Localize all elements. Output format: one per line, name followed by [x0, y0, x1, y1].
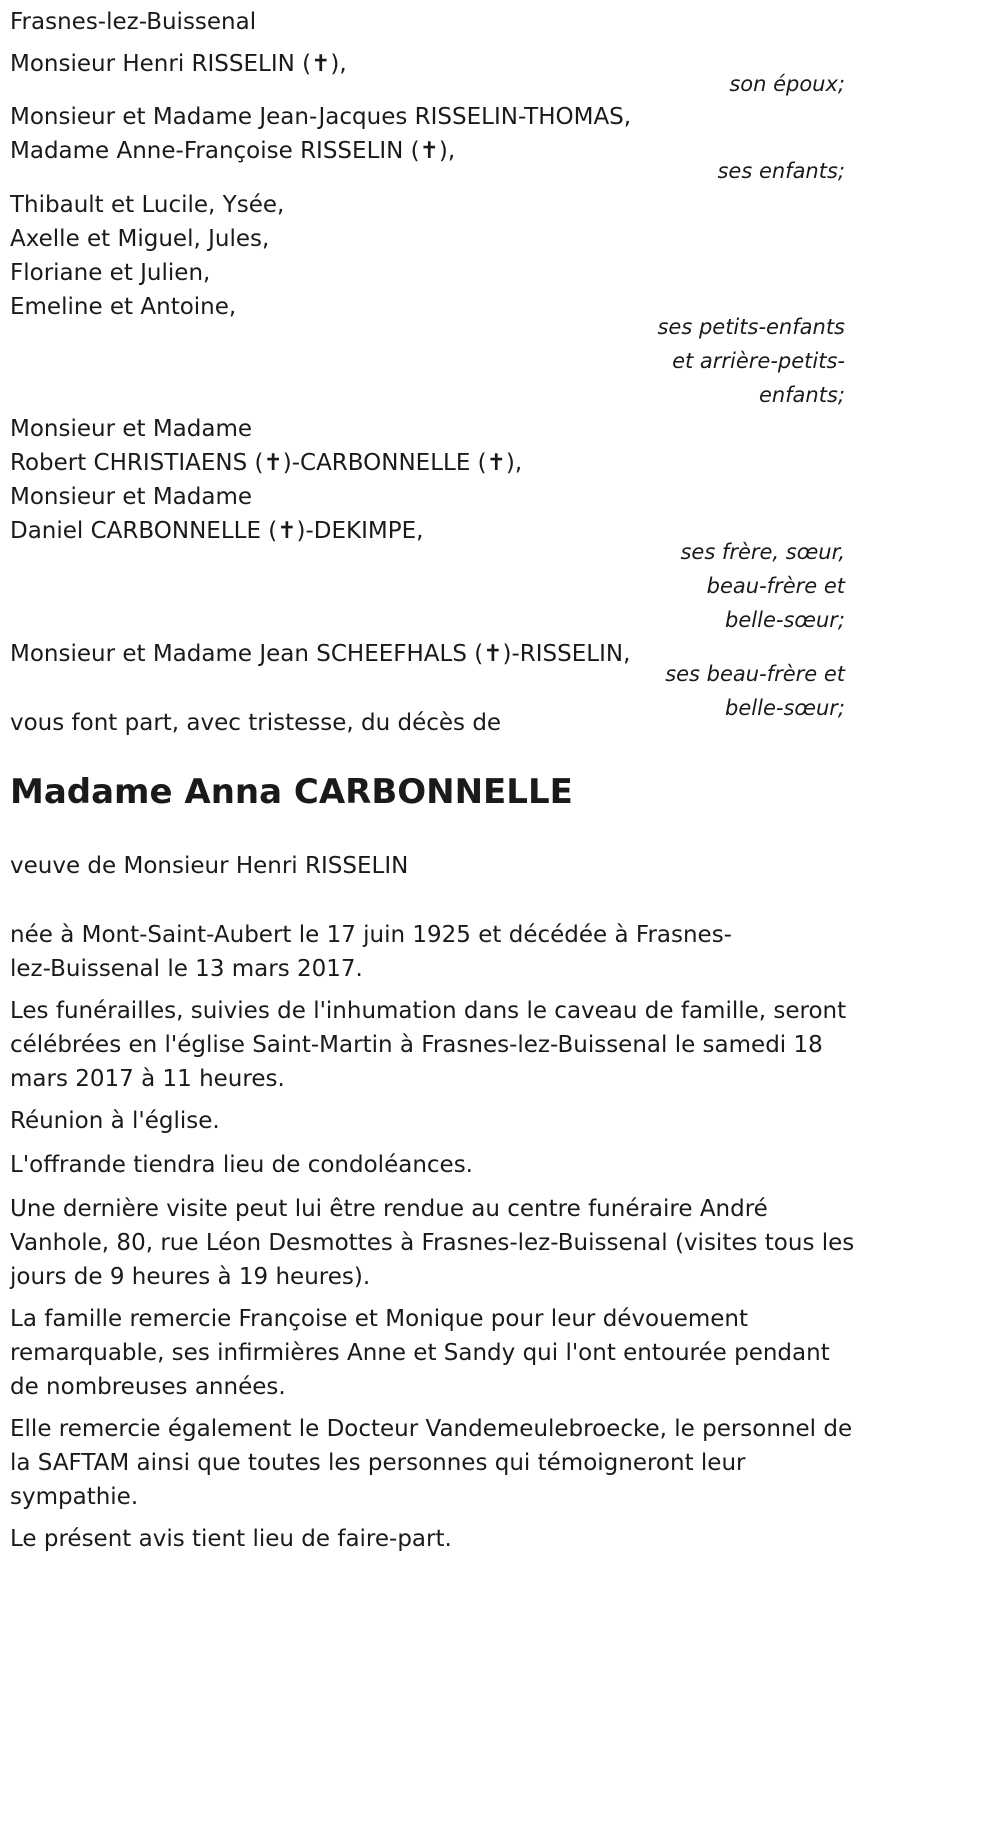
sibling-line: Robert CHRISTIAENS (✝)-CARBONNELLE (✝), — [10, 450, 523, 476]
widow-of-text: veuve de Monsieur Henri RISSELIN — [10, 853, 409, 879]
thanks-line: la SAFTAM ainsi que toutes les personnes qui témoigneront leur — [10, 1450, 746, 1476]
offering-text: L'offrande tiendra lieu de condoléances. — [10, 1152, 473, 1178]
spouse-name: Monsieur Henri RISSELIN (✝), — [10, 51, 347, 77]
birth-death-line: née à Mont-Saint-Aubert le 17 juin 1925 et décédée à Frasnes- — [10, 922, 732, 948]
in-law-line: Monsieur et Madame Jean SCHEEFHALS (✝)-RISSELIN, — [10, 641, 631, 667]
children-relation: ses enfants; — [717, 159, 845, 183]
announcement-text: vous font part, avec tristesse, du décès de — [10, 710, 502, 736]
funeral-line: Les funérailles, suivies de l'inhumation dans le caveau de famille, seront — [10, 998, 847, 1024]
location-text: Frasnes-lez-Buissenal — [10, 9, 257, 35]
child-line: Monsieur et Madame Jean-Jacques RISSELIN-THOMAS, — [10, 104, 632, 130]
sibling-line: Daniel CARBONNELLE (✝)-DEKIMPE, — [10, 518, 424, 544]
funeral-line: célébrées en l'église Saint-Martin à Frasnes-lez-Buissenal le samedi 18 — [10, 1032, 823, 1058]
siblings-relation: ses frère, sœur, — [680, 540, 845, 564]
sibling-line: Monsieur et Madame — [10, 416, 253, 442]
visit-line: Une dernière visite peut lui être rendue au centre funéraire André — [10, 1196, 768, 1222]
grandchildren-relation: ses petits-enfants — [657, 315, 845, 339]
thanks-line: de nombreuses années. — [10, 1374, 286, 1400]
grandchild-line: Floriane et Julien, — [10, 260, 211, 286]
thanks-line: La famille remercie Françoise et Monique pour leur dévouement — [10, 1306, 748, 1332]
closing-text: Le présent avis tient lieu de faire-part. — [10, 1526, 452, 1552]
siblings-relation: belle-sœur; — [725, 608, 845, 632]
grandchild-line: Thibault et Lucile, Ysée, — [10, 192, 285, 218]
siblings-relation: beau-frère et — [706, 574, 845, 598]
spouse-relation: son époux; — [729, 72, 845, 96]
thanks-line: remarquable, ses infirmières Anne et Sandy qui l'ont entourée pendant — [10, 1340, 830, 1366]
visit-line: jours de 9 heures à 19 heures). — [10, 1264, 371, 1290]
grandchild-line: Emeline et Antoine, — [10, 294, 237, 320]
visit-line: Vanhole, 80, rue Léon Desmottes à Frasnes-lez-Buissenal (visites tous les — [10, 1230, 855, 1256]
in-laws-relation: belle-sœur; — [725, 696, 845, 720]
in-laws-relation: ses beau-frère et — [665, 662, 845, 686]
child-line: Madame Anne-Françoise RISSELIN (✝), — [10, 138, 456, 164]
thanks-line: sympathie. — [10, 1484, 139, 1510]
grandchild-line: Axelle et Miguel, Jules, — [10, 226, 270, 252]
meeting-text: Réunion à l'église. — [10, 1108, 220, 1134]
grandchildren-relation: enfants; — [758, 383, 845, 407]
funeral-line: mars 2017 à 11 heures. — [10, 1066, 285, 1092]
birth-death-line: lez-Buissenal le 13 mars 2017. — [10, 956, 363, 982]
sibling-line: Monsieur et Madame — [10, 484, 253, 510]
thanks-line: Elle remercie également le Docteur Vandemeulebroecke, le personnel de — [10, 1416, 853, 1442]
deceased-name: Madame Anna CARBONNELLE — [10, 772, 573, 812]
grandchildren-relation: et arrière-petits- — [672, 349, 845, 373]
